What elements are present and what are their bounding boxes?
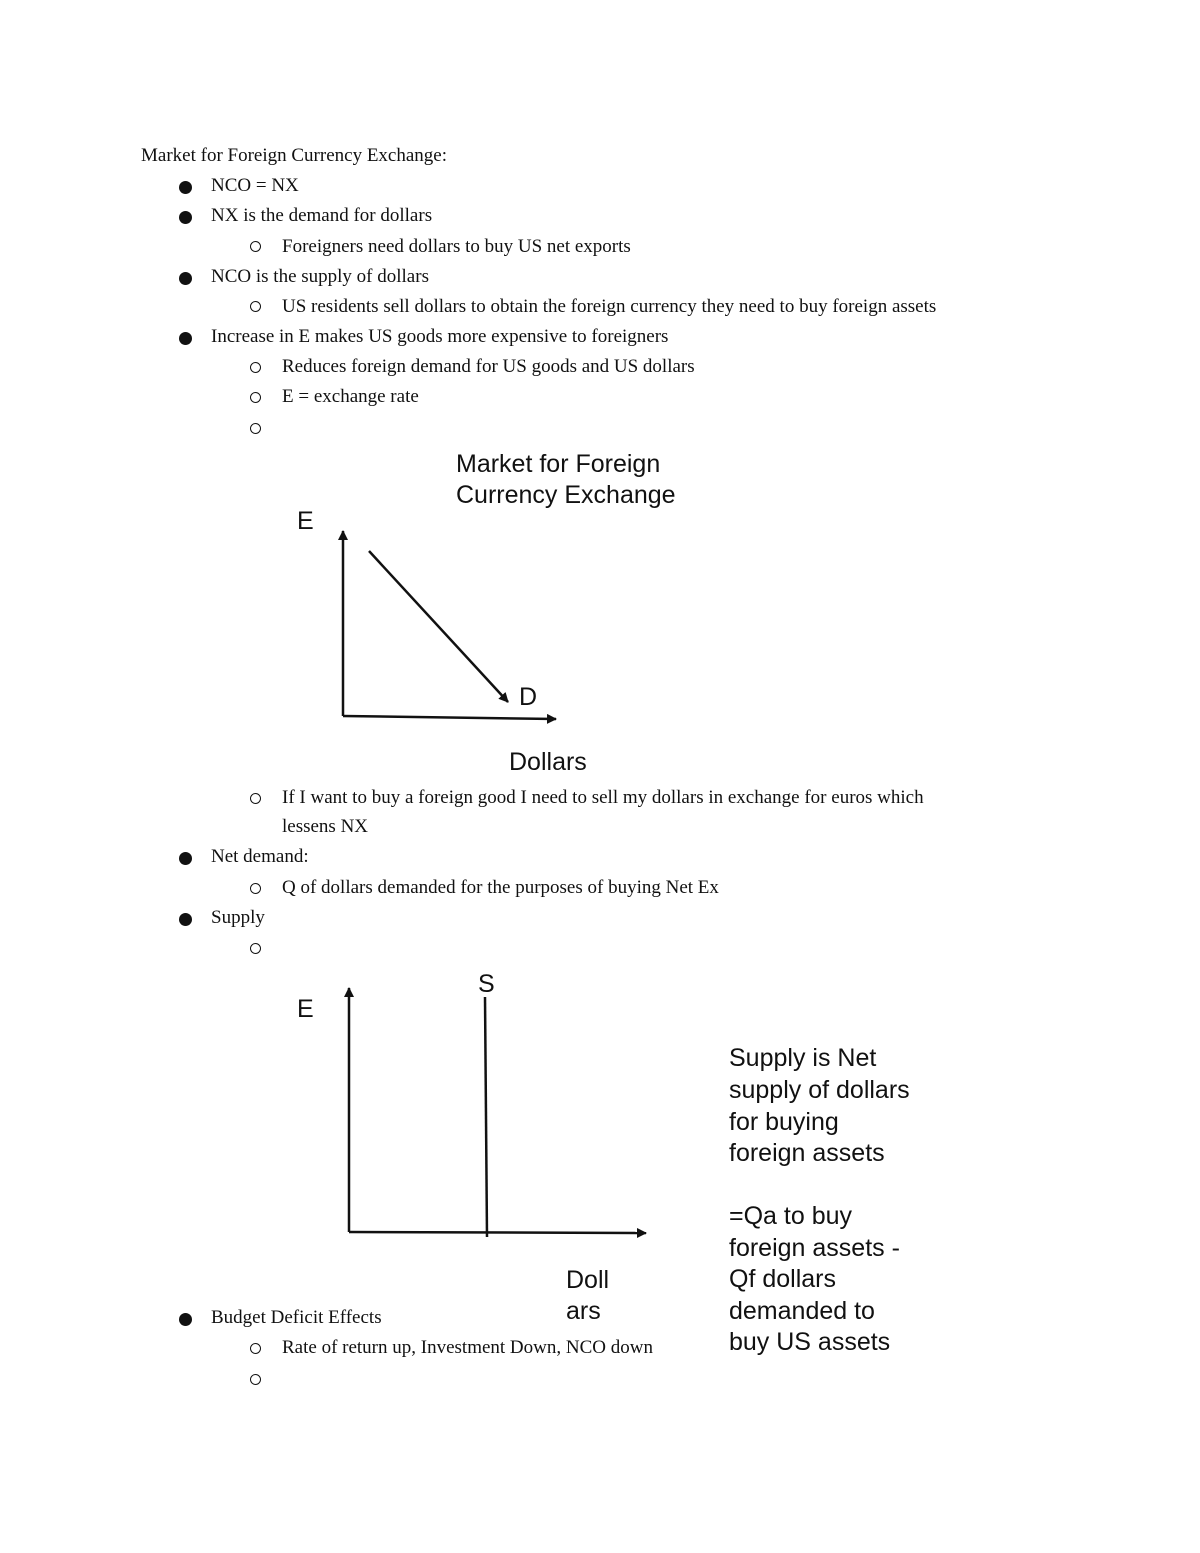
- chart2-note-line: Qf dollars: [729, 1265, 836, 1293]
- chart1-x-axis: [343, 716, 556, 719]
- list-item: Increase in E makes US goods more expensive to foreigners: [211, 326, 669, 347]
- list-item: Foreigners need dollars to buy US net exports: [282, 236, 631, 257]
- chart2-note-line: buy US assets: [729, 1328, 891, 1356]
- chart2-x-axis-label-line1: Doll: [566, 1266, 610, 1294]
- bullet-icon: [179, 852, 192, 865]
- list-item: Budget Deficit Effects: [211, 1307, 382, 1328]
- chart2-note-line: Supply is Net: [729, 1044, 877, 1072]
- list-item: NX is the demand for dollars: [211, 205, 433, 226]
- bullet-icon: [179, 1313, 192, 1326]
- chart2-supply-curve: [485, 997, 487, 1237]
- chart2-note-line: =Qa to buy: [729, 1202, 852, 1230]
- bullet-icon: [179, 913, 192, 926]
- chart2-x-axis-label-line2: ars: [566, 1297, 601, 1325]
- chart2-x-axis: [349, 1232, 646, 1233]
- list-item: E = exchange rate: [282, 386, 419, 407]
- sub-bullet-icon: [250, 883, 261, 894]
- sub-bullet-icon: [250, 1343, 261, 1354]
- page-heading: Market for Foreign Currency Exchange:: [141, 145, 448, 166]
- chart2-note-line: for buying: [729, 1108, 839, 1136]
- chart1-title-line2: Currency Exchange: [456, 481, 676, 509]
- list-item: NCO = NX: [211, 175, 299, 196]
- chart2-note-line: demanded to: [729, 1297, 875, 1325]
- chart1-x-axis-label: Dollars: [509, 748, 587, 776]
- list-item: Reduces foreign demand for US goods and US dollars: [282, 356, 695, 377]
- chart2-note-line: foreign assets: [729, 1139, 885, 1167]
- list-item-continuation: lessens NX: [282, 816, 369, 837]
- chart2-note-line: foreign assets -: [729, 1234, 900, 1262]
- list-item: Supply: [211, 907, 265, 928]
- chart2-note-line: supply of dollars: [729, 1076, 910, 1104]
- chart1-title-line1: Market for Foreign: [456, 450, 661, 478]
- list-item: Net demand:: [211, 846, 309, 867]
- sub-bullet-icon: [250, 943, 261, 954]
- chart2-supply-label: S: [478, 970, 495, 998]
- chart2-y-axis-label: E: [297, 995, 314, 1023]
- list-item: NCO is the supply of dollars: [211, 266, 429, 287]
- list-item: Q of dollars demanded for the purposes of buying Net Ex: [282, 877, 719, 898]
- chart1-demand-label: D: [519, 683, 538, 711]
- sub-bullet-icon: [250, 1374, 261, 1385]
- chart1-demand-curve: [369, 551, 508, 702]
- list-item: Rate of return up, Investment Down, NCO down: [282, 1337, 653, 1358]
- sub-bullet-icon: [250, 793, 261, 804]
- list-item: If I want to buy a foreign good I need to sell my dollars in exchange for euros which: [282, 787, 924, 808]
- list-item: US residents sell dollars to obtain the foreign currency they need to buy foreign assets: [282, 296, 937, 317]
- chart1-y-axis-label: E: [297, 507, 314, 535]
